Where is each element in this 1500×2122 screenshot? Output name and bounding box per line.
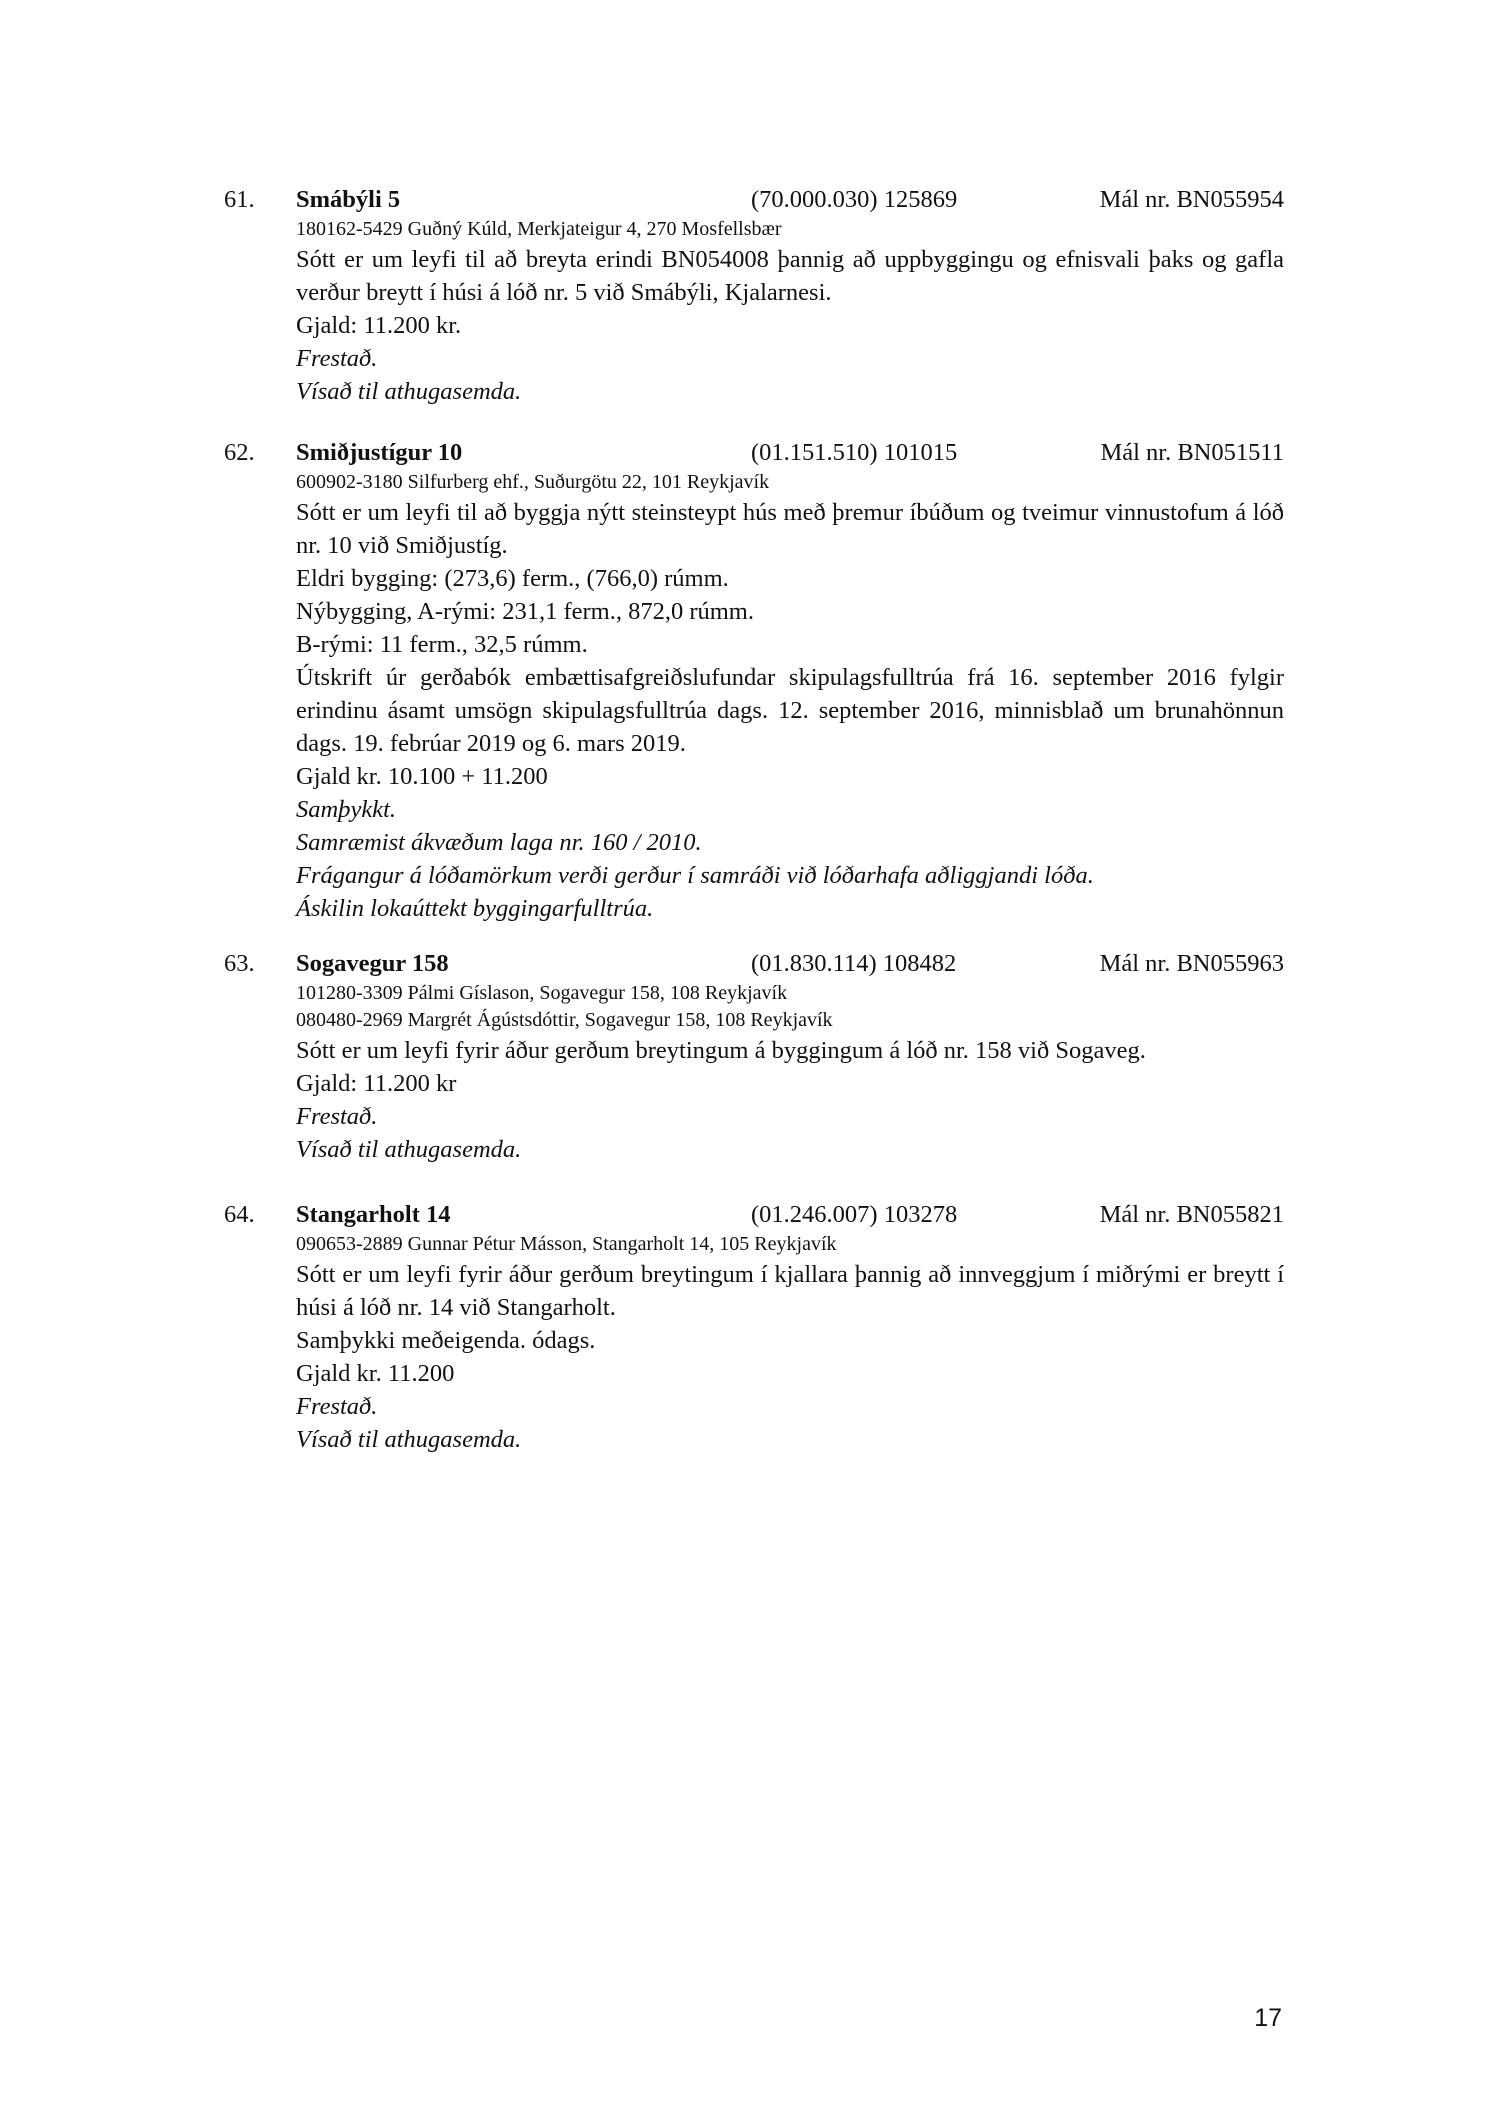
entry-address: Sogavegur 158: [296, 950, 449, 977]
entry-case-number: Mál nr. BN055963: [1099, 950, 1284, 977]
entry-62: [224, 436, 1284, 925]
entry-lot-number: (01.246.007) 103278: [751, 1201, 958, 1228]
entry-lot-number: (70.000.030) 125869: [751, 186, 958, 213]
applicant: 180162-5429 Guðný Kúld, Merkjateigur 4, 270 Mosfellsbær: [296, 218, 782, 240]
description: Sótt er um leyfi fyrir áður gerðum breytingum í kjallara þannig að innveggjum í miðrými er breytt í húsi á lóð nr. 14 við Stangarholt.: [296, 1261, 1284, 1321]
fee: Gjald kr. 10.100 + 11.200: [296, 763, 548, 790]
consent-note: Samþykki meðeigenda. ódags.: [296, 1327, 596, 1354]
area-detail: Eldri bygging: (273,6) ferm., (766,0) rúmm.: [296, 565, 729, 592]
entry-number: 64.: [224, 1201, 255, 1228]
entry-header: [224, 183, 1284, 216]
decision: Frestað.: [296, 345, 378, 372]
fee: Gjald: 11.200 kr.: [296, 312, 462, 339]
applicant: 600902-3180 Silfurberg ehf., Suðurgötu 22, 101 Reykjavík: [296, 471, 770, 493]
entry-header: [224, 1198, 1284, 1231]
entry-address: Smábýli 5: [296, 186, 401, 213]
entry-61: [224, 183, 1284, 408]
applicant: 090653-2889 Gunnar Pétur Másson, Stangarholt 14, 105 Reykjavík: [296, 1233, 837, 1255]
page-number: 17: [1254, 2004, 1282, 2032]
decision: Samþykkt.: [296, 796, 396, 823]
decision: Vísað til athugasemda.: [296, 1136, 522, 1163]
entry-header: [224, 436, 1284, 469]
entry-header: [224, 947, 1284, 980]
entry-63: [224, 947, 1284, 1166]
entry-lot-number: (01.151.510) 101015: [751, 439, 958, 466]
entry-case-number: Mál nr. BN055954: [1099, 186, 1284, 213]
applicant: 080480-2969 Margrét Ágústsdóttir, Sogavegur 158, 108 Reykjavík: [296, 1009, 833, 1031]
entry-address: Smiðjustígur 10: [296, 439, 463, 466]
description: Sótt er um leyfi til að breyta erindi BN054008 þannig að uppbyggingu og efnisvali þaks og gafla verður breytt í húsi á lóð nr. 5 við Smábýli, Kjalarnesi.: [296, 246, 1284, 306]
decision: Áskilin lokaúttekt byggingarfulltrúa.: [296, 895, 654, 922]
area-detail: Nýbygging, A-rými: 231,1 ferm., 872,0 rúmm.: [296, 598, 754, 625]
description: Sótt er um leyfi fyrir áður gerðum breytingum á byggingum á lóð nr. 158 við Sogaveg.: [296, 1037, 1146, 1064]
decision: Frágangur á lóðamörkum verði gerður í samráði við lóðarhafa aðliggjandi lóða.: [296, 862, 1094, 889]
fee: Gjald kr. 11.200: [296, 1360, 455, 1387]
entry-64: [224, 1198, 1284, 1456]
entry-lot-number: (01.830.114) 108482: [751, 950, 957, 977]
decision: Frestað.: [296, 1103, 378, 1130]
decision: Vísað til athugasemda.: [296, 1426, 522, 1453]
applicant: 101280-3309 Pálmi Gíslason, Sogavegur 158, 108 Reykjavík: [296, 982, 788, 1004]
entry-case-number: Mál nr. BN055821: [1099, 1201, 1284, 1228]
decision: Samræmist ákvæðum laga nr. 160 / 2010.: [296, 829, 702, 856]
entry-number: 61.: [224, 186, 255, 213]
entry-number: 63.: [224, 950, 255, 977]
note: Útskrift úr gerðabók embættisafgreiðslufundar skipulagsfulltrúa frá 16. september 2016 fylgir erindinu ásamt umsögn skipulagsfulltrúa dags. 12. september 2016, minnisblað um brunahönnun dags. 19. febrúar 2019 og 6. mars 2019.: [296, 664, 1284, 757]
entry-case-number: Mál nr. BN051511: [1100, 439, 1284, 466]
description: Sótt er um leyfi til að byggja nýtt steinsteypt hús með þremur íbúðum og tveimur vinnustofum á lóð nr. 10 við Smiðjustíg.: [296, 499, 1284, 559]
fee: Gjald: 11.200 kr: [296, 1070, 457, 1097]
area-detail: B-rými: 11 ferm., 32,5 rúmm.: [296, 631, 588, 658]
entry-number: 62.: [224, 439, 255, 466]
decision: Vísað til athugasemda.: [296, 378, 522, 405]
decision: Frestað.: [296, 1393, 378, 1420]
entry-address: Stangarholt 14: [296, 1201, 451, 1228]
